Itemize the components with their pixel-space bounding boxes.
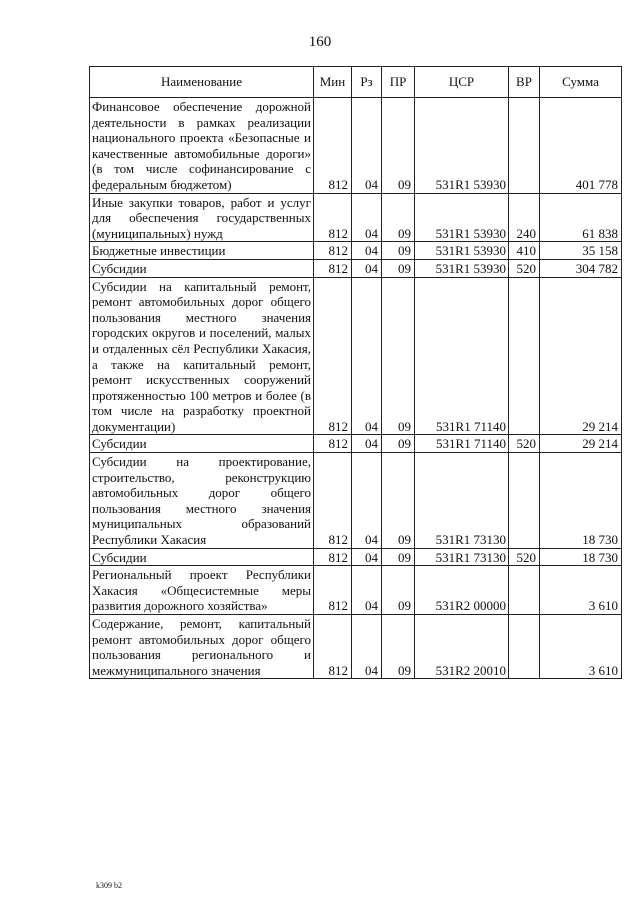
table-row [90, 259, 622, 277]
cell-pr: 09 [382, 277, 415, 435]
cell-sum: 35 158 [540, 242, 622, 260]
cell-min: 812 [314, 615, 352, 679]
cell-vr [509, 566, 540, 615]
cell-name: Субсидии [90, 259, 314, 277]
page-number: 160 [308, 34, 332, 50]
cell-sum: 29 214 [540, 277, 622, 435]
cell-vr [509, 98, 540, 194]
budget-table [89, 66, 622, 679]
header-min: Мин [314, 67, 352, 98]
cell-sum: 3 610 [540, 566, 622, 615]
table-row [90, 277, 622, 435]
header-csr: ЦСР [415, 67, 509, 98]
cell-sum: 3 610 [540, 615, 622, 679]
table-header-row [90, 67, 622, 98]
cell-rz: 04 [352, 548, 382, 566]
cell-min: 812 [314, 193, 352, 242]
cell-min: 812 [314, 242, 352, 260]
cell-csr: 531R1 53930 [415, 242, 509, 260]
cell-pr: 09 [382, 98, 415, 194]
cell-csr: 531R2 00000 [415, 566, 509, 615]
table-row [90, 193, 622, 242]
cell-vr: 520 [509, 259, 540, 277]
header-name: Наименование [90, 67, 314, 98]
cell-min: 812 [314, 98, 352, 194]
cell-name: Субсидии [90, 548, 314, 566]
cell-pr: 09 [382, 548, 415, 566]
cell-min: 812 [314, 435, 352, 453]
cell-vr: 520 [509, 435, 540, 453]
cell-sum: 401 778 [540, 98, 622, 194]
header-rz: Рз [352, 67, 382, 98]
cell-csr: 531R1 73130 [415, 453, 509, 549]
table-row [90, 98, 622, 194]
cell-pr: 09 [382, 242, 415, 260]
cell-rz: 04 [352, 193, 382, 242]
cell-csr: 531R1 71140 [415, 277, 509, 435]
cell-csr: 531R1 53930 [415, 98, 509, 194]
cell-rz: 04 [352, 242, 382, 260]
table-row [90, 548, 622, 566]
cell-pr: 09 [382, 453, 415, 549]
cell-rz: 04 [352, 615, 382, 679]
cell-min: 812 [314, 277, 352, 435]
cell-pr: 09 [382, 259, 415, 277]
cell-name: Иные закупки товаров, работ и услуг для обеспечения государственных (муниципальных) нужд [90, 193, 314, 242]
table-row [90, 615, 622, 679]
cell-vr: 240 [509, 193, 540, 242]
cell-name: Содержание, ремонт, капитальный ремонт автомобильных дорог общего пользования регионального и межмуниципального значения [90, 615, 314, 679]
cell-rz: 04 [352, 566, 382, 615]
cell-min: 812 [314, 548, 352, 566]
cell-name: Бюджетные инвестиции [90, 242, 314, 260]
table-row [90, 242, 622, 260]
cell-rz: 04 [352, 98, 382, 194]
cell-rz: 04 [352, 453, 382, 549]
cell-vr: 410 [509, 242, 540, 260]
cell-pr: 09 [382, 193, 415, 242]
cell-rz: 04 [352, 277, 382, 435]
cell-min: 812 [314, 453, 352, 549]
cell-rz: 04 [352, 435, 382, 453]
header-vr: ВР [509, 67, 540, 98]
footer-code: k309 b2 [96, 881, 122, 890]
cell-csr: 531R2 20010 [415, 615, 509, 679]
cell-csr: 531R1 53930 [415, 193, 509, 242]
cell-name: Региональный проект Республики Хакасия «Общесистемные меры развития дорожного хозяйства» [90, 566, 314, 615]
cell-vr [509, 453, 540, 549]
cell-sum: 61 838 [540, 193, 622, 242]
cell-pr: 09 [382, 615, 415, 679]
table-row [90, 435, 622, 453]
cell-csr: 531R1 71140 [415, 435, 509, 453]
cell-rz: 04 [352, 259, 382, 277]
cell-min: 812 [314, 259, 352, 277]
cell-csr: 531R1 53930 [415, 259, 509, 277]
table-row [90, 453, 622, 549]
header-sum: Сумма [540, 67, 622, 98]
cell-sum: 18 730 [540, 548, 622, 566]
cell-pr: 09 [382, 435, 415, 453]
cell-sum: 304 782 [540, 259, 622, 277]
cell-vr [509, 615, 540, 679]
table-row [90, 566, 622, 615]
cell-vr [509, 277, 540, 435]
cell-vr: 520 [509, 548, 540, 566]
cell-name: Субсидии [90, 435, 314, 453]
cell-sum: 18 730 [540, 453, 622, 549]
cell-pr: 09 [382, 566, 415, 615]
cell-min: 812 [314, 566, 352, 615]
cell-name: Субсидии на капитальный ремонт, ремонт автомобильных дорог общего пользования местного значения городских округов и поселений, малых и отдаленных сёл Республики Хакасия, а также на капитальный ремонт, ремонт искусственных сооружений протяженностью 100 метров и более (в том числе на разработку проектной документации) [90, 277, 314, 435]
table-body [90, 98, 622, 679]
cell-csr: 531R1 73130 [415, 548, 509, 566]
header-pr: ПР [382, 67, 415, 98]
cell-sum: 29 214 [540, 435, 622, 453]
cell-name: Финансовое обеспечение дорожной деятельности в рамках реализации национального проекта «Безопасные и качественные автомобильные дороги» (в том числе софинансирование с федеральным бюджетом) [90, 98, 314, 194]
cell-name: Субсидии на проектирование, строительство, реконструкцию автомобильных дорог общего пользования местного значения муниципальных образований Республики Хакасия [90, 453, 314, 549]
